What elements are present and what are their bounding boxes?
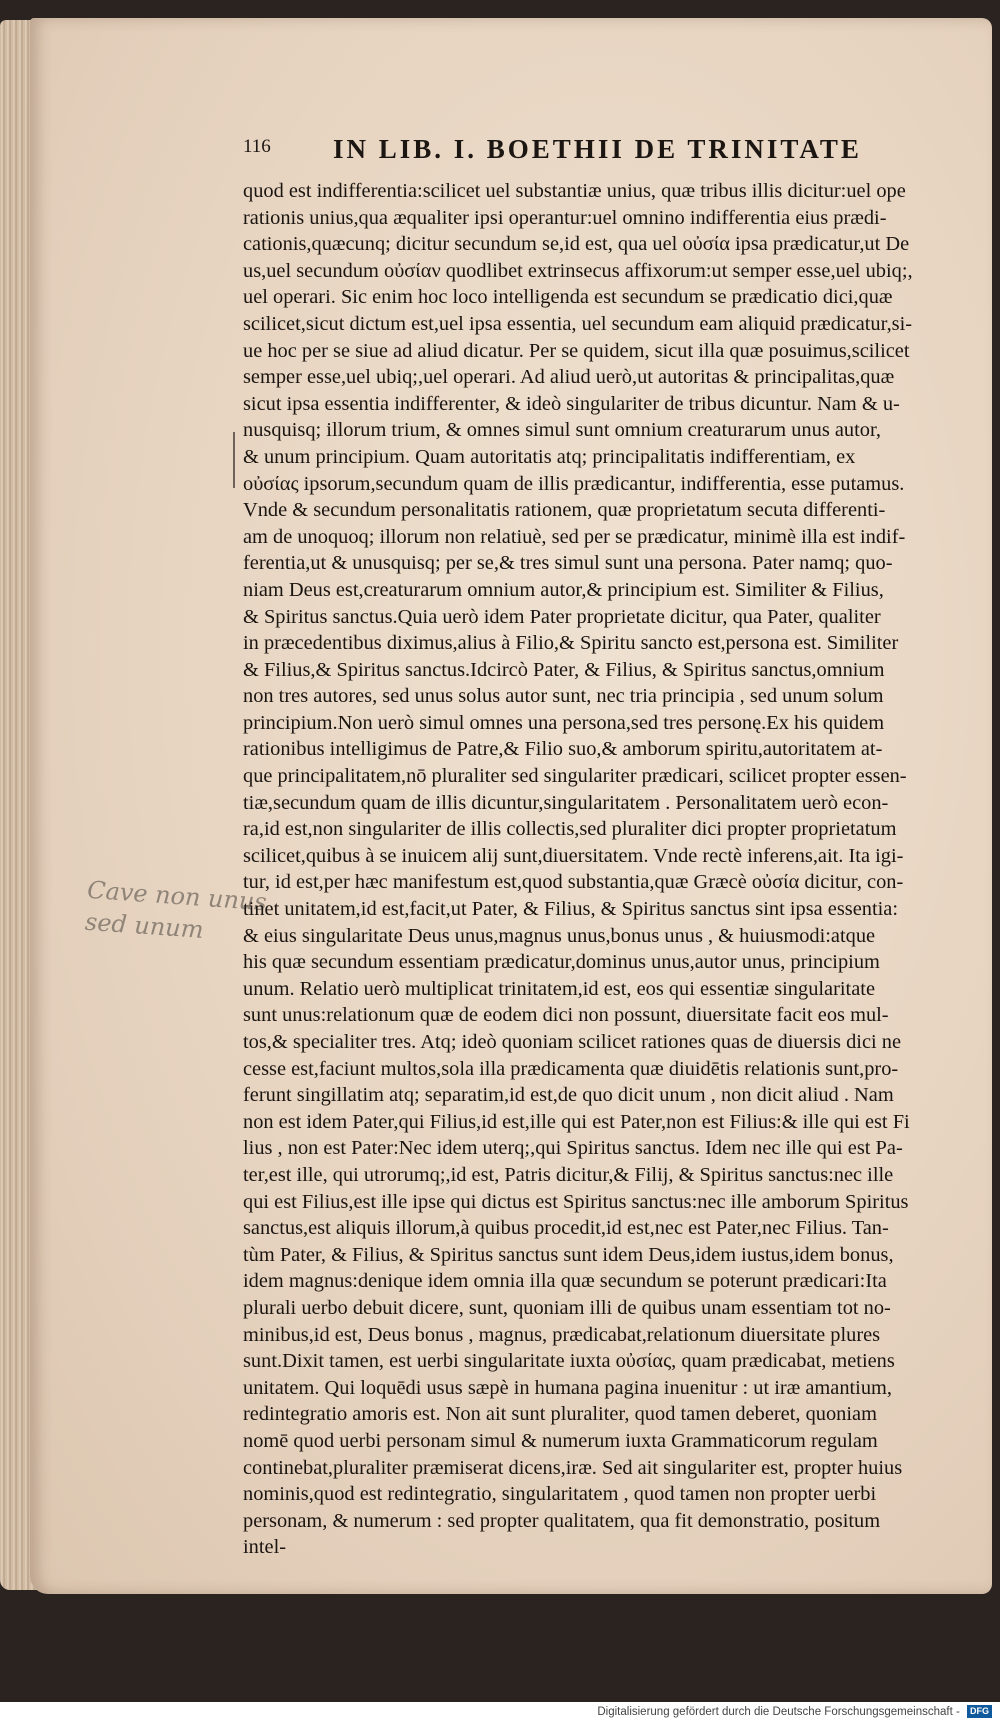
running-title: IN LIB. I. BOETHII DE TRINITATE	[333, 134, 862, 164]
text-line: rationis unius,qua æqualiter ipsi operantur:uel omnino indifferentia eius prædi-	[243, 206, 887, 229]
text-line: non tres autores, sed unus solus autor sunt, nec tria principia , sed unum solum	[243, 685, 884, 708]
text-line: his quæ secundum essentiam prædicatur,dominus unus,autor unus, principium	[243, 951, 880, 974]
text-line: in præcedentibus diximus,alius à Filio,& Spiritu sancto est,persona est. Similiter	[243, 632, 899, 655]
text-line: & Filius,& Spiritus sanctus.Idcircò Pater, & Filius, & Spiritus sanctus,omnium	[243, 658, 885, 681]
text-line: cationis,quæcunq; dicitur secundum se,id est, qua uel οὐσία ipsa prædicatur,ut De	[243, 233, 910, 256]
text-line: scilicet,quibus à se inuicem alij sunt,diuersitatem. Vnde rectè inferens,ait. Ita igi-	[243, 844, 904, 867]
text-line: us,uel secundum οὐσίαν quodlibet extrinsecus affixorum:ut semper esse,uel ubiq;,	[243, 259, 913, 282]
text-line: nomē quod uerbi personam simul & numerum iuxta Grammaticorum regulam	[243, 1429, 878, 1452]
text-line: continebat,pluraliter præmiserat dicens,iræ. Sed ait singulariter est, propter huius	[243, 1456, 903, 1479]
page-number: 116	[243, 136, 271, 157]
text-line: scilicet,sicut dictum est,uel ipsa essentia, uel secundum eam aliquid prædicatur,si-	[243, 312, 913, 335]
text-line: intel-	[243, 1536, 287, 1559]
body-text	[243, 178, 955, 1561]
text-line: tùm Pater, & Filius, & Spiritus sanctus sunt idem Deus,idem iustus,idem bonus,	[243, 1243, 894, 1266]
text-line: que principalitatem,nō pluraliter sed singulariter prædicari, scilicet propter essen-	[243, 765, 907, 788]
text-line: minibus,id est, Deus bonus , magnus, prædicabat,relationum diuersitate plures	[243, 1323, 881, 1346]
text-line: redintegratio amoris est. Non ait sunt pluraliter, quod tamen deberet, quoniam	[243, 1403, 877, 1426]
marginalia-line: Cave non unus	[86, 875, 268, 917]
text-line: tos,& specialiter tres. Atq; ideò quoniam scilicet rationes quas de diuersis dici ne	[243, 1031, 902, 1053]
footer-text: Digitalisierung gefördert durch die Deutsche Forschungsgemeinschaft -	[597, 1706, 960, 1718]
handwritten-marginalia	[84, 874, 268, 950]
text-line: nominis,quod est redintegratio, singularitatem , quod tamen non propter uerbi	[243, 1483, 877, 1506]
text-line: sunt unus:relationum quæ de eodem dici non possunt, diuersitate facit eos mul-	[243, 1004, 889, 1027]
marginalia-line: sed unum	[84, 907, 205, 944]
text-line: ra,id est,non singulariter de illis collectis,sed pluraliter dici propter proprietatum	[243, 818, 897, 841]
text-line: quod est indifferentia:scilicet uel substantiæ unius, quæ tribus illis dicitur:uel ope	[243, 180, 906, 202]
text-line: tur, id est,per hæc manifestum est,quod substantia,quæ Græcè οὐσία dicitur, con-	[243, 871, 904, 894]
text-line: sanctus,est aliquis illorum,à quibus procedit,id est,nec est Pater,nec Filius. Tan-	[243, 1217, 889, 1240]
text-line: cesse est,faciunt multos,sola illa prædicamenta quæ diuidētis relationis sunt,pro-	[243, 1057, 899, 1080]
text-line: idem magnus:denique idem omnia illa quæ secundum se poterunt prædicari:Ita	[243, 1270, 887, 1293]
text-line: tiæ,secundum quam de illis dicuntur,singularitatem . Personalitatem uerò econ-	[243, 791, 889, 814]
running-head	[243, 134, 983, 165]
text-line: ue hoc per se siue ad aliud dicatur. Per se quidem, sicut illa quæ posuimus,scilicet	[243, 339, 910, 362]
text-line: unum. Relatio uerò multiplicat trinitatem,id est, eos qui essentiæ singularitate	[243, 977, 875, 1000]
text-line: lius , non est Pater:Nec idem uterq;,qui Spiritus sanctus. Idem nec ille qui est Pa-	[243, 1137, 903, 1160]
text-line: sicut ipsa essentia indifferenter, & ideò singulariter de tribus dicuntur. Nam & u-	[243, 392, 900, 415]
text-line: uel operari. Sic enim hoc loco intelligenda est secundum se prædicatio dici,quæ	[243, 286, 893, 309]
text-line: & Spiritus sanctus.Quia uerò idem Pater proprietate dicitur, qua Pater, qualiter	[243, 605, 881, 628]
text-line: non est idem Pater,qui Filius,id est,ille qui est Pater,non est Filius:& ille qui est Fi	[243, 1110, 910, 1133]
text-line: ter,est ille, qui utrorumq;,id est, Patris dicitur,& Filij, & Spiritus sanctus:nec ille	[243, 1163, 894, 1186]
text-line: niam Deus est,creaturarum omnium autor,& principium est. Similiter & Filius,	[243, 578, 884, 601]
footer	[0, 1702, 1000, 1723]
text-line: principium.Non uerò simul omnes una persona,sed tres personę.Ex his quidem	[243, 711, 885, 734]
text-line: & eius singularitate Deus unus,magnus unus,bonus unus , & huiusmodi:atque	[243, 924, 876, 947]
text-line: ferentia,ut & unusquisq; per se,& tres simul sunt una persona. Pater namq; quo-	[243, 552, 893, 575]
text-line: οὐσίας ipsorum,secundum quam de illis prædicantur, indifferentia, esse putamus.	[243, 472, 905, 495]
text-line: qui est Filius,est ille ipse qui dictus est Spiritus sanctus:nec ille amborum Spiritus	[243, 1190, 909, 1213]
text-line: personam, & numerum : sed propter qualitatem, qua fit demonstratio, positum	[243, 1509, 881, 1532]
text-line: tinet unitatem,id est,facit,ut Pater, & Filius, & Spiritus sanctus sint ipsa essentia:	[243, 898, 899, 921]
margin-mark	[233, 432, 235, 488]
text-line: unitatem. Qui loquēdi usus sæpè in humana pagina inuenitur : ut iræ amantium,	[243, 1376, 893, 1399]
text-line: rationibus intelligimus de Patre,& Filio suo,& amborum spiritu,autoritatem at-	[243, 738, 883, 761]
text-line: plurali uerbo debuit dicere, sunt, quoniam illi de quibus unam essentiam tot no-	[243, 1296, 891, 1319]
dfg-logo: DFG	[967, 1705, 992, 1718]
text-line: sunt.Dixit tamen, est uerbi singularitate iuxta οὐσίας, quam prædicabat, metiens	[243, 1350, 895, 1373]
text-line: am de unoquoq; illorum non relatiuè, sed per se prædicatur, minimè illa est indif-	[243, 525, 906, 548]
text-line: & unum principium. Quam autoritatis atq; principalitatis indifferentiam, ex	[243, 445, 856, 468]
text-line: Vnde & secundum personalitatis rationem, quæ proprietatum secuta differenti-	[243, 499, 886, 522]
text-line: semper esse,uel ubiq;,uel operari. Ad aliud uerò,ut autoritas & principalitas,quæ	[243, 366, 895, 389]
text-line: nusquisq; illorum trium, & omnes simul sunt omnium creaturarum unus autor,	[243, 419, 882, 442]
text-line: ferunt singillatim atq; separatim,id est,de quo dicit unum , non dicit aliud . Nam	[243, 1084, 894, 1107]
